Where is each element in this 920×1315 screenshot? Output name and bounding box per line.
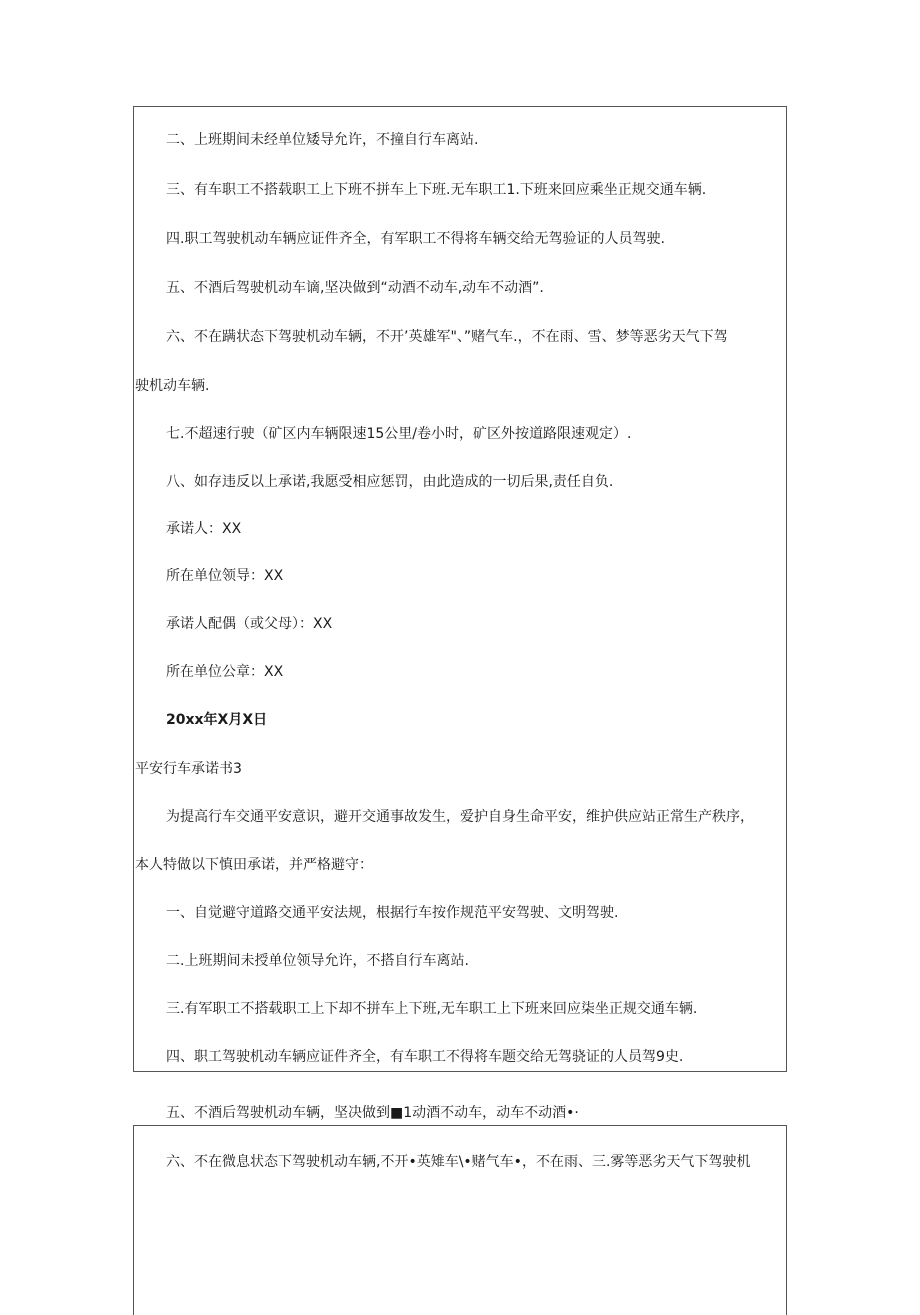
item-line-3: 三.有军职工不搭载职工上下却不拼车上下班,无车职工上下班来回应柒坐正规交通车辆. xyxy=(166,1001,698,1017)
seal-line: 所在单位公章：XX xyxy=(166,664,284,680)
text-line-1: 二、上班期间未经单位矮导允许，不撞自行车离站. xyxy=(166,132,479,148)
item-line-5: 五、不酒后驾驶机动车辆，坚决做到■1动酒不动车，动车不动酒•· xyxy=(166,1105,579,1121)
spouse-line: 承诺人配偶（或父母）：XX xyxy=(166,616,333,632)
section-title: 平安行车承诺书3 xyxy=(135,761,242,777)
leader-line: 所在单位领导：XX xyxy=(166,568,284,584)
intro-line-2: 本人特做以下慎田承诺，并严格避守： xyxy=(135,857,373,873)
text-line-3: 四.职工驾驶机动车辆应证件齐全，有军职工不得将车辆交给无驾验证的人员驾驶. xyxy=(166,231,665,247)
item-line-1: 一、自觉避守道路交通平安法规，根据行车按作规范平安驾驶、文明驾驶. xyxy=(166,905,619,921)
intro-line-1: 为提高行车交通平安意识，避开交通事故发生，爱护自身生命平安，维护供应站正常生产秩序， xyxy=(166,809,754,825)
item-line-4: 四、职工驾驶机动车辆应证件齐全，有车职工不得将车题交给无驾骁证的人员驾9史. xyxy=(166,1049,684,1065)
date-line: 20xx年X月X日 xyxy=(166,712,268,728)
text-line-6: 驶机动车辆. xyxy=(135,378,210,394)
text-line-2: 三、有车职工不搭载职工上下班不拼车上下班.无车职工1.下班来回应乘坐正规交通车辆. xyxy=(166,182,707,198)
text-line-8: 八、如存违反以上承诺,我愿受相应惩罚，由此造成的一切后果,责任自负. xyxy=(166,474,614,490)
item-line-6: 六、不在微息状态下驾驶机动车辆,不开•英雉车\•赌气车•，不在雨、三.雾等恶劣天气下驾驶机 xyxy=(166,1154,751,1170)
text-line-4: 五、不酒后驾驶机动车谪,坚决做到“动酒不动车,动车不动酒”. xyxy=(166,280,544,296)
document-frame-top xyxy=(133,106,787,1072)
signer-line: 承诺人：XX xyxy=(166,521,242,537)
item-line-2: 二.上班期间未授单位领导允许，不搭自行车离站. xyxy=(166,953,469,969)
text-line-5: 六、不在蹒状态下驾驶机动车辆，不开’英雄军"、”赌气车.，不在雨、雪、梦等恶劣天气下驾 xyxy=(166,329,728,345)
text-line-7: 七.不超速行驶（矿区内车辆限速15公里/卷小时，矿区外按道路限速观定）. xyxy=(166,426,632,442)
